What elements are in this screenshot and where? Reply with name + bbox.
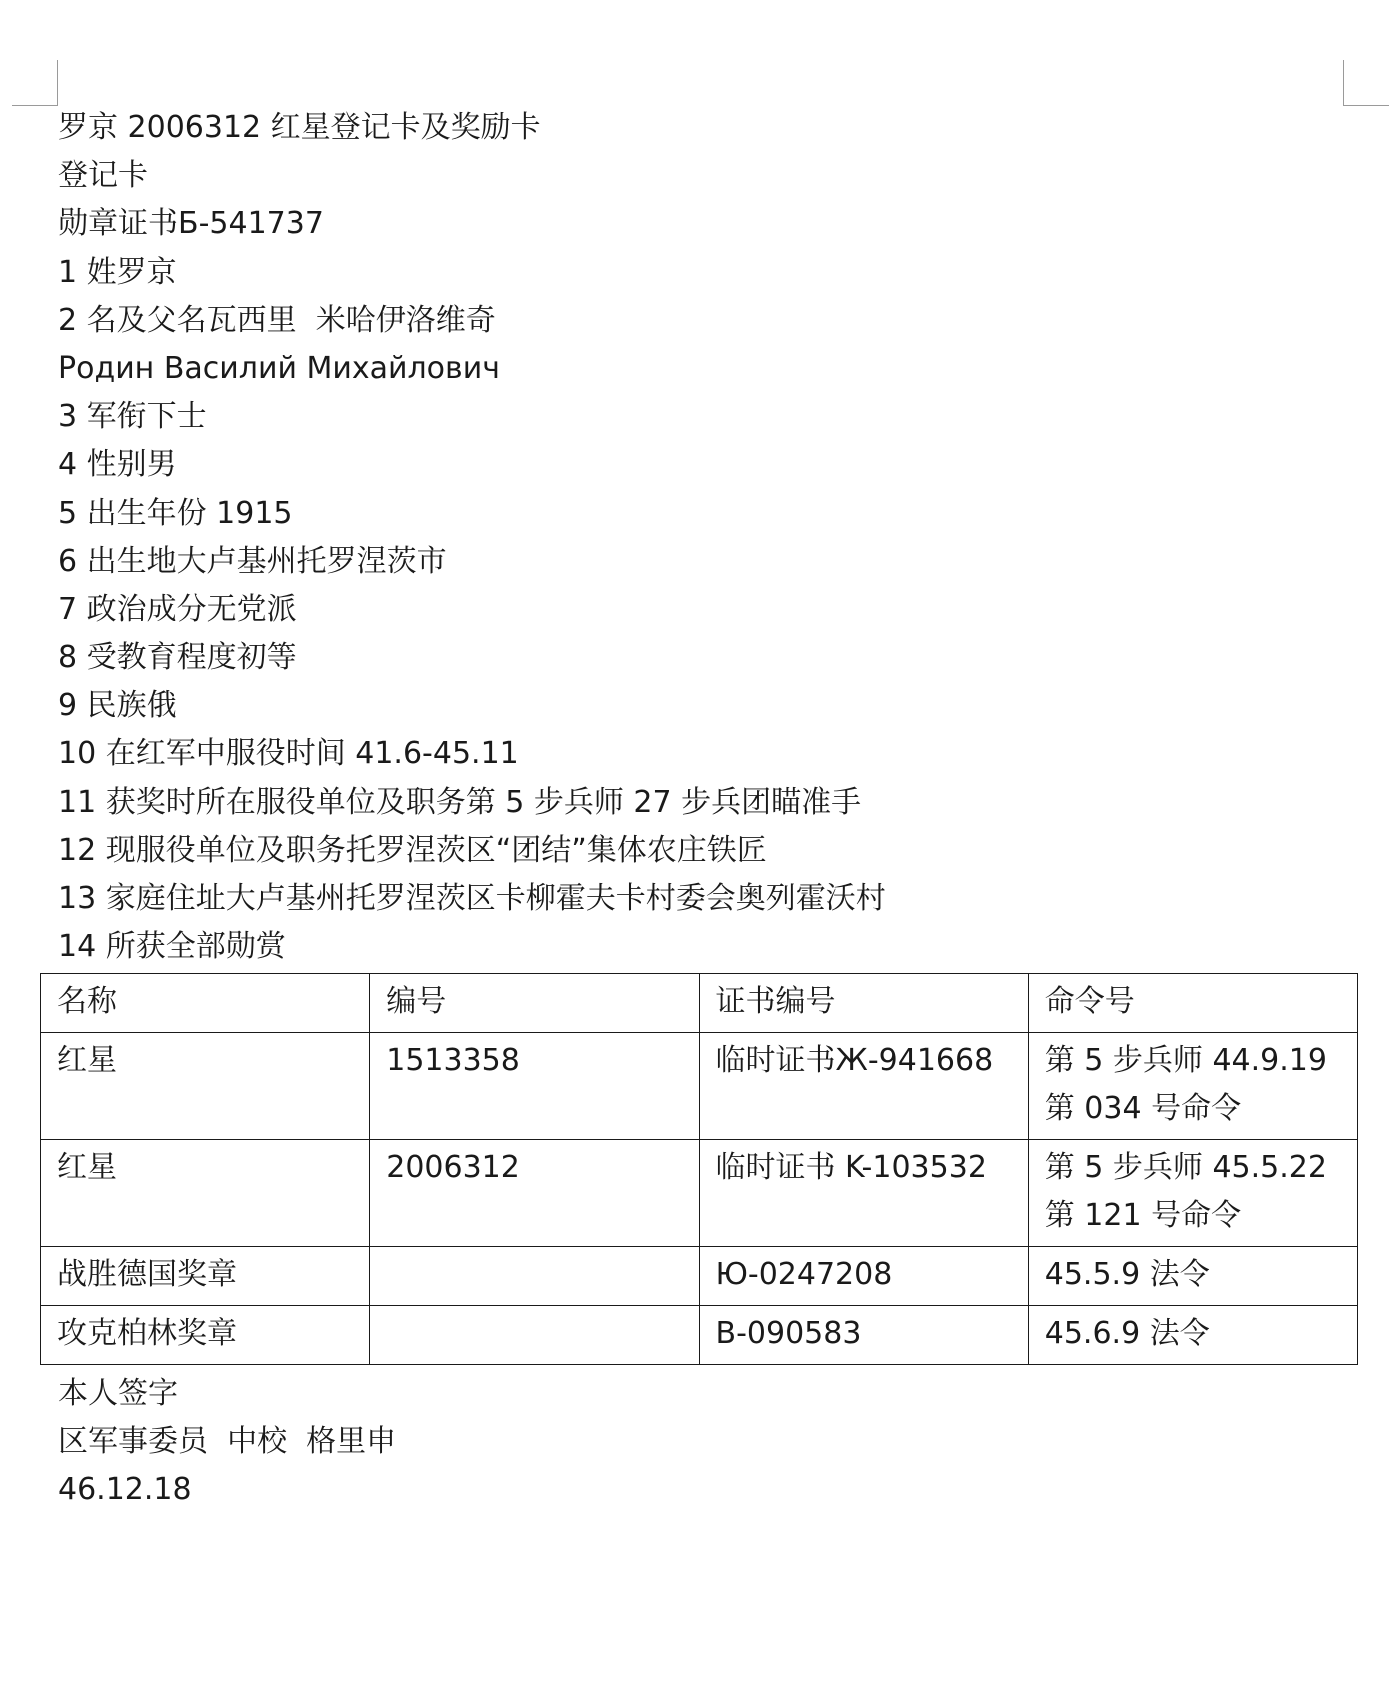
page-corner-mark-top-left	[12, 60, 58, 106]
cell-award-number	[370, 1306, 699, 1365]
field-name-patronymic: 2 名及父名瓦西里 米哈伊洛维奇	[58, 302, 496, 338]
field-home-address: 13 家庭住址大卢基州托罗涅茨区卡柳霍夫卡村委会奥列霍沃村	[58, 881, 886, 916]
cell-order: 45.5.9 法令	[1028, 1247, 1357, 1306]
order-line-1: 第 5 步兵师 44.9.19	[1044, 1043, 1327, 1078]
cell-order	[1028, 1033, 1357, 1140]
medal-certificate-line: 勋章证书Б-541737	[58, 206, 324, 242]
order-line-1: 第 5 步兵师 45.5.22	[1044, 1150, 1327, 1185]
cell-order: 45.6.9 法令	[1028, 1306, 1357, 1365]
field-current-unit: 12 现服役单位及职务托罗涅茨区“团结”集体农庄铁匠	[58, 832, 767, 868]
table-row	[41, 1247, 1358, 1306]
field-rank: 3 军衔下士	[58, 399, 207, 435]
cell-certificate-number: Ю-0247208	[699, 1247, 1028, 1306]
section-heading-registration-card: 登记卡	[58, 158, 148, 194]
cell-order	[1028, 1140, 1357, 1247]
header-number: 编号	[370, 974, 699, 1033]
table-header-row	[41, 974, 1358, 1033]
header-order: 命令号	[1028, 974, 1357, 1033]
document-body	[58, 104, 1358, 971]
header-certificate: 证书编号	[699, 974, 1028, 1033]
field-unit-at-award: 11 获奖时所在服役单位及职务第 5 步兵师 27 步兵团瞄准手	[58, 784, 862, 820]
document-date: 46.12.18	[58, 1472, 192, 1508]
header-name: 名称	[41, 974, 370, 1033]
cell-award-name: 红星	[41, 1033, 370, 1140]
cell-certificate-number: 临时证书Ж-941668	[699, 1033, 1028, 1140]
field-gender: 4 性别男	[58, 447, 177, 483]
field-all-awards: 14 所获全部勋赏	[58, 929, 286, 965]
order-line-2: 第 121 号命令	[1044, 1198, 1242, 1233]
cell-certificate-number: В-090583	[699, 1306, 1028, 1365]
field-education: 8 受教育程度初等	[58, 640, 297, 676]
field-birth-year: 5 出生年份 1915	[58, 495, 293, 531]
field-party-status: 7 政治成分无党派	[58, 591, 297, 627]
field-surname: 1 姓罗京	[58, 254, 177, 290]
cell-certificate-number: 临时证书 K-103532	[699, 1140, 1028, 1247]
field-nationality: 9 民族俄	[58, 688, 177, 724]
order-line-2: 第 034 号命令	[1044, 1091, 1242, 1126]
military-commissar: 区军事委员 中校 格里申	[58, 1424, 397, 1460]
cell-award-number: 1513358	[370, 1033, 699, 1140]
cell-award-number: 2006312	[370, 1140, 699, 1247]
field-name-russian: Родин Василий Михайлович	[58, 350, 500, 386]
awards-table	[40, 973, 1358, 1365]
field-service-period: 10 在红军中服役时间 41.6-45.11	[58, 736, 519, 772]
cell-award-number	[370, 1247, 699, 1306]
cell-award-name: 攻克柏林奖章	[41, 1306, 370, 1365]
page-corner-mark-top-right	[1343, 60, 1389, 106]
field-birthplace: 6 出生地大卢基州托罗涅茨市	[58, 543, 447, 579]
document-footer	[58, 1370, 396, 1515]
document-title: 罗京 2006312 红星登记卡及奖励卡	[58, 110, 541, 145]
table-row	[41, 1033, 1358, 1140]
table-row	[41, 1306, 1358, 1365]
table-row	[41, 1140, 1358, 1247]
cell-award-name: 红星	[41, 1140, 370, 1247]
signature-label: 本人签字	[58, 1376, 178, 1411]
cell-award-name: 战胜德国奖章	[41, 1247, 370, 1306]
